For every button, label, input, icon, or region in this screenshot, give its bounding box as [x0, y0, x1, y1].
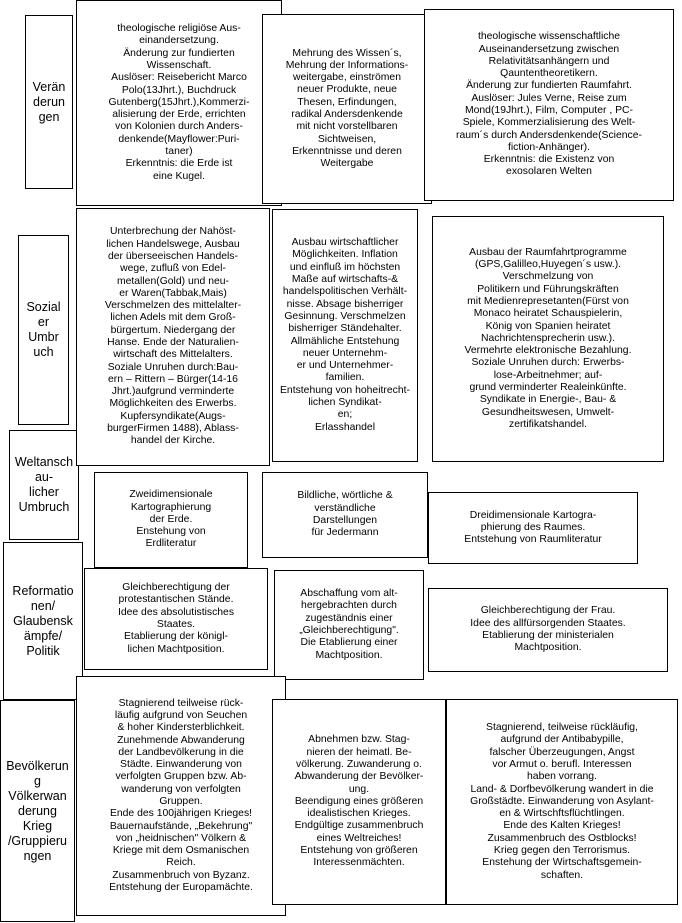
cell-weltanschauung-col1 [94, 472, 248, 568]
cell-text: Ausbau wirtschaftlicher Möglichkeiten. Inflation und einfluß im höchsten Maße auf wirtschafts-& handelspolitischen Verhält- nisse. Absage bisherriger Gesinnung. Verschmelzen bisherriger Ständehalter. Allmähliche Entstehung neuer Unternehm- er und Unternehmer- familien. Entstehung von hoheitrecht- lichen Syndikat- en; Erlasshandel [280, 237, 410, 433]
label-text: Weltansch au- licher Umbruch [14, 455, 74, 514]
label-text: Verän derun gen [32, 79, 66, 124]
cell-weltanschauung-col3 [428, 492, 638, 564]
cell-text: Unterbrechung der Nahöst- lichen Handelswege, Ausbau der überseeischen Handels- wege, zufluß von Edel- metallen(Gold) und neu- er Waren(Tabbak,Mais) Verschmelzen des mittelalter- lichen Adels mit dem Groß- bürgertum. Niedergang der Hanse. Ende der Naturalien- wirtschaft des Mittelalters. Soziale Unruhen durch:Bau- ern – Rittern – Bürger(14-16 Jhrt.)aufgrund verminderte Möglichkeiten des Erwerbs. Kupfersyndikate(Augs- burgerFirmen 1488), Ablass- handel der Kirche. [104, 226, 242, 447]
cell-sozialer-umbruch-col1 [76, 208, 270, 466]
cell-reformation-col2 [274, 570, 424, 680]
cell-text: Stagnierend, teilweise rückläufig, aufgrund der Antibabypille, falscher Überzeugungen, Angst vor Armut o. berufl. Interessen haben vorrang. Land- & Dorfbevölkerung wandert in die Großstädte. Einwanderung von Asylant- en & Wirtschftsflüchtlingen. Ende des Kalten Krieges! Zusammenbruch des Ostblocks! Krieg gegen den Terrorismus. Enstehung der Wirtschaftsgemein- schaften. [470, 722, 654, 881]
label-weltanschaulicher-umbruch [9, 430, 79, 540]
cell-text: Gleichberechtigung der protestantischen Stände. Idee des absolutistisches Staates. Etablierung der königl- lichen Machtposition. [117, 582, 235, 655]
cell-text: Dreidimensionale Kartogra- phierung des Raumes. Entstehung von Raumliteratur [464, 509, 602, 546]
cell-veraenderungen-col2 [262, 14, 432, 204]
cell-text: Abnehmen bzw. Stag- nieren der heimatl. Be- völkerung. Zuwanderung o. Abwanderung der Bevölker- ung. Beendigung eines größeren idealistischen Krieges. Endgültige zusammenbruch eines Weltreiches! Entstehung von größeren Interessenmächten. [294, 734, 424, 869]
cell-text: Bildliche, wörtliche & verständliche Darstellungen für Jedermann [297, 490, 393, 539]
cell-text: Zweidimensionale Kartographierung der Erde. Enstehung von Erdliteratur [129, 489, 213, 550]
label-veraenderungen [25, 15, 73, 189]
cell-text: Stagnierend teilweise rück- läufig aufgrund von Seuchen & hoher Kindersterblichkeit. Zunehmende Abwanderung der Landbevölkerung in die Städte. Einwanderung von verfolgten Gruppen bzw. Ab- wanderung von verfolgten Gruppen. Ende des 100jährigen Krieges! Bauernaufstände, „Bekehrung" von „heidnischen" Völkern & Kriege mit dem Osmanischen Reich. Zusammenbruch von Byzanz. Entstehung der Europamächte. [109, 697, 253, 894]
cell-sozialer-umbruch-col2 [272, 209, 418, 462]
cell-bevoelkerung-col2 [272, 699, 446, 905]
label-text: Reformatio nen/ Glaubensk ämpfe/ Politik [12, 583, 74, 658]
cell-text: Ausbau der Raumfahrtprogramme (GPS,Galilleo,Huyegen´s usw.). Verschmelzung von Politikern und Führungskräften mit Medienrepresetanten(Fürst von Monaco heiratet Schauspielerin, König von Spanien heiratet Nachrichtensprecherin usw.). Vermehrte elektronische Bezahlung. Soziale Unruhen durch: Erwerbs- lose-Arbeitnehmer; auf- grund verminderter Realeinkünfte. Syndikate in Energie-, Bau- & Gesundheitswesen, Umwelt- zertifikatshandel. [464, 246, 632, 430]
label-text: Bevölkerun g Völkerwan derung Krieg /Gruppieru ngen [6, 758, 69, 863]
cell-veraenderungen-col1 [76, 0, 282, 206]
cell-reformation-col3 [428, 588, 668, 672]
label-reformationen [3, 542, 83, 700]
cell-weltanschauung-col2 [262, 472, 428, 558]
cell-text: theologische religiöse Aus- einandersetzung. Änderung zur fundierten Wissenschaft. Auslöser: Reisebericht Marco Polo(13Jhrt.), Buchdruck Gutenberg(15Jhrt.),Kommerzi- alisierung der Erde, errichten von Kolonien durch Anders- denkende(Mayflower:Puri- taner) Erkenntnis: die Erde ist eine Kugel. [108, 23, 250, 182]
label-text: Sozial er Umbr uch [26, 300, 61, 359]
cell-bevoelkerung-col3 [446, 699, 678, 905]
cell-text: theologische wissenschaftliche Auseinandersetzung zwischen Relativitätsanhängern und Qauntentheoretikern. Änderung zur fundierten Raumfahrt. Auslöser: Jules Verne, Reise zum Mond(19Jhrt.), Film, Computer , PC- Spiele, Kommerzialisierung des Welt- raum´s durch Andersdenkende(Science- fiction-Anhänger). Erkenntnis: die Existenz von exosolaren Welten [456, 31, 642, 178]
cell-bevoelkerung-col1 [76, 676, 286, 916]
cell-text: Mehrung des Wissen´s, Mehrung der Informations- weitergabe, einströmen neuer Produkte, neue Thesen, Erfindungen, radikal Andersdenkende mit nicht vorstellbaren Sichtweisen, Erkenntnisse und deren Weitergabe [285, 47, 409, 170]
cell-reformation-col1 [84, 568, 268, 670]
cell-veraenderungen-col3 [424, 9, 674, 201]
label-bevoelkerung [0, 700, 75, 922]
cell-sozialer-umbruch-col3 [432, 216, 664, 462]
cell-text: Gleichberechtigung der Frau. Idee des allfürsorgenden Staates. Etablierung der ministerialen Machtposition. [470, 605, 626, 654]
label-sozialer-umbruch [18, 235, 69, 425]
cell-text: Abschaffung vom alt- hergebrachten durch zugeständnis einer „Gleichberechtigung". Die Etablierung einer Machtposition. [299, 588, 399, 661]
